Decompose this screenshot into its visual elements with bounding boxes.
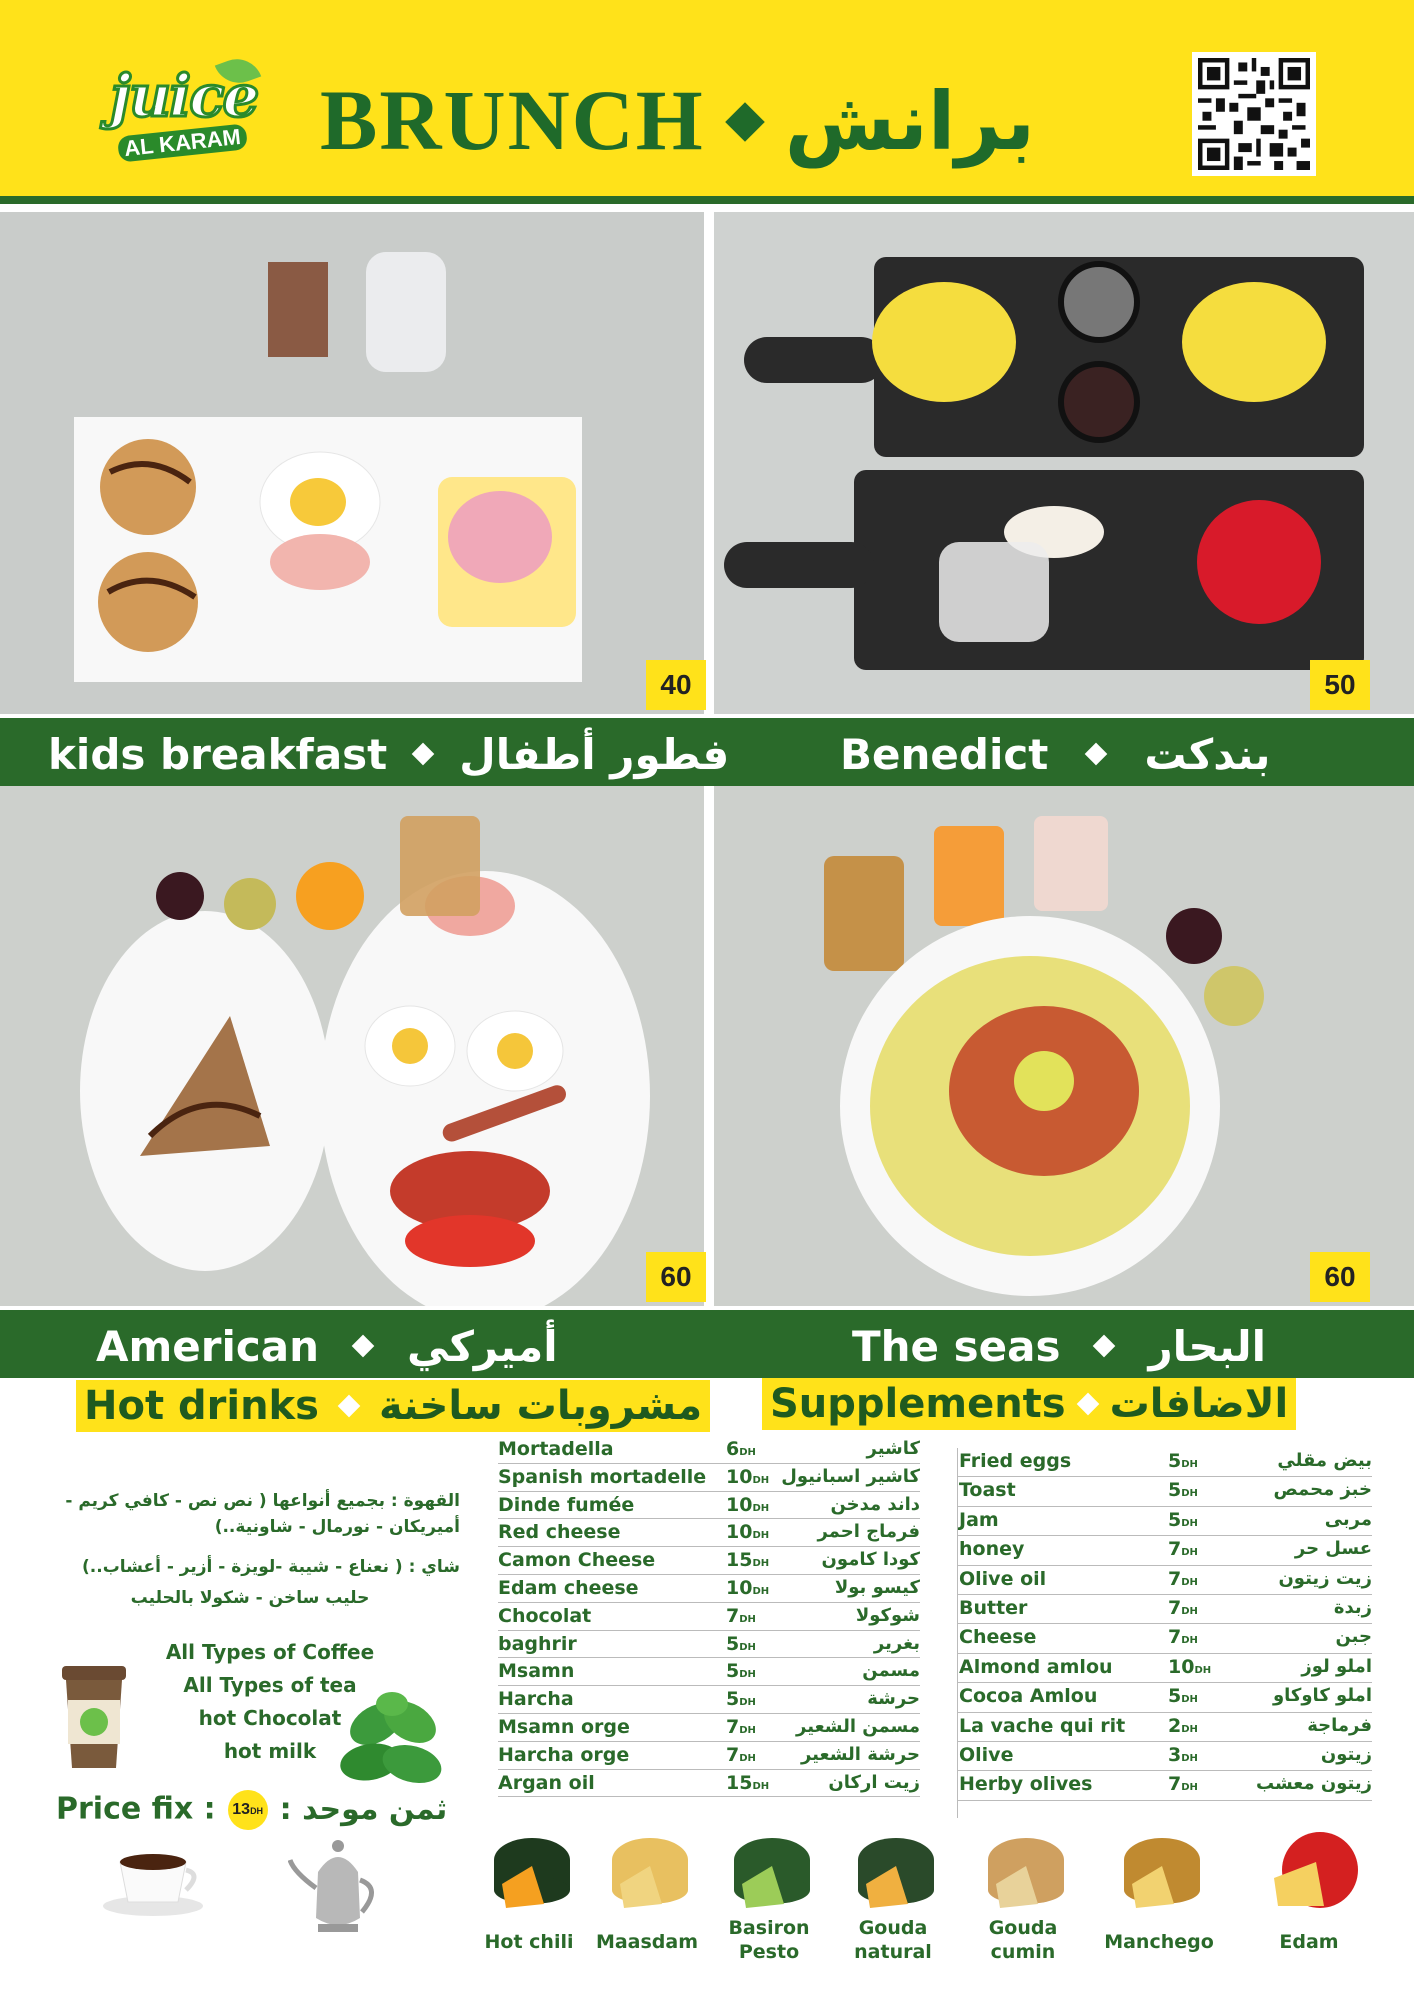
supplement-price-value: 5	[1168, 1508, 1182, 1531]
supplement-price-unit: DH	[1181, 1576, 1198, 1588]
diamond-icon	[1093, 1335, 1116, 1358]
supplement-row	[958, 1595, 1372, 1624]
supplement-price-value: 15	[726, 1771, 753, 1794]
coffee-cup-icon	[54, 1662, 134, 1772]
supplement-price-unit: DH	[739, 1697, 756, 1709]
cheese-label-line1: Gouda	[988, 1917, 1058, 1939]
supplement-price-unit: DH	[752, 1502, 770, 1514]
supplement-row	[498, 1603, 920, 1631]
header	[0, 0, 1414, 204]
supplement-price-unit: DH	[1194, 1664, 1212, 1676]
cheese-image	[1264, 1822, 1360, 1918]
supplement-price	[1168, 1450, 1198, 1472]
supplement-row	[498, 1575, 920, 1603]
price-fix	[56, 1790, 447, 1830]
supplement-row	[498, 1742, 920, 1770]
supplement-price-unit: DH	[1181, 1488, 1198, 1500]
dish-label-the-seas	[852, 1316, 1266, 1376]
supplement-price-unit: DH	[1181, 1517, 1198, 1529]
price-tag-kids-breakfast: 40	[646, 660, 706, 710]
supplement-price	[1168, 1538, 1198, 1560]
supplement-name-en: honey	[959, 1538, 1025, 1561]
supplement-name-en: Dinde fumée	[498, 1493, 635, 1516]
supplement-name-ar: كيسو بولا	[834, 1576, 920, 1598]
supplement-price-value: 7	[726, 1604, 740, 1627]
cheese-label-line2: cumin	[990, 1941, 1056, 1963]
supplement-row	[498, 1547, 920, 1575]
section-title-ar: الاضافات	[1109, 1381, 1289, 1427]
dish-label-benedict	[840, 724, 1270, 784]
supplement-price-unit: DH	[1181, 1635, 1198, 1647]
supplement-name-en: Herby olives	[959, 1773, 1093, 1796]
supplement-price	[1168, 1744, 1198, 1766]
teapot-icon	[288, 1832, 388, 1942]
supplement-price-value: 7	[1168, 1596, 1182, 1619]
section-title-hot-drinks	[76, 1380, 710, 1432]
dish-photo-american	[0, 786, 704, 1306]
supplement-price-value: 15	[726, 1549, 753, 1572]
supplement-price	[1168, 1479, 1198, 1501]
supplement-price-unit: DH	[1181, 1723, 1198, 1735]
section-title-en: Hot drinks	[84, 1383, 319, 1429]
supplement-name-ar: زيت اركان	[828, 1771, 920, 1793]
drink-item: All Types of Coffee	[165, 1640, 375, 1664]
supplement-name-en: Almond amlou	[959, 1655, 1113, 1678]
supplement-name-en: Msamn orge	[498, 1715, 630, 1738]
supplement-row	[958, 1448, 1372, 1477]
supplement-name-ar: عسل حر	[1294, 1538, 1372, 1560]
title-en: BRUNCH	[320, 72, 705, 168]
supplement-name-en: Mortadella	[498, 1438, 614, 1460]
supplement-name-ar: فرماجة	[1307, 1714, 1372, 1736]
cheese-item	[838, 1916, 948, 1964]
supplement-price	[1168, 1656, 1211, 1678]
diamond-icon	[725, 102, 765, 142]
diamond-icon	[1076, 1393, 1099, 1416]
supplement-name-ar: زيتون	[1320, 1743, 1372, 1765]
dish-name-en: kids breakfast	[48, 729, 388, 779]
supplement-price-value: 10	[726, 1576, 753, 1599]
dish-name-band-top	[0, 714, 1414, 786]
supplement-name-ar: حرشة	[867, 1688, 920, 1710]
dish-name-en: Benedict	[840, 729, 1049, 779]
supplement-name-en: Toast	[959, 1479, 1016, 1502]
supplement-price-value: 3	[1168, 1743, 1182, 1766]
supplement-price-value: 5	[1168, 1479, 1182, 1502]
supplement-name-ar: فرماج احمر	[817, 1521, 920, 1543]
supplement-name-en: Fried eggs	[959, 1450, 1072, 1472]
logo-text-karam: AL KARAM	[117, 123, 248, 162]
cheese-item	[968, 1916, 1078, 1964]
supplement-name-en: Camon Cheese	[498, 1549, 656, 1572]
supplement-name-en: baghrir	[498, 1632, 577, 1655]
cheese-item	[1254, 1930, 1364, 1954]
supplement-price-value: 6	[726, 1438, 740, 1460]
cheese-label-line1: Basiron	[728, 1917, 810, 1939]
supplement-name-ar: كودا كامون	[821, 1549, 920, 1571]
dish-name-ar: أميركي	[407, 1321, 558, 1371]
cheese-image	[848, 1822, 944, 1918]
supplement-price-unit: DH	[739, 1724, 756, 1736]
supplement-price-value: 7	[1168, 1773, 1182, 1796]
price-tag-the-seas: 60	[1310, 1252, 1370, 1302]
cheese-label-line1: Gouda	[858, 1917, 928, 1939]
supplement-name-ar: زيت زيتون	[1278, 1567, 1372, 1589]
supplement-price-value: 7	[726, 1743, 740, 1766]
supplement-price	[726, 1549, 769, 1571]
drink-item: All Types of tea	[183, 1673, 357, 1697]
supplement-name-en: La vache qui rit	[959, 1714, 1126, 1737]
supplement-name-ar: خبز محمص	[1273, 1479, 1372, 1501]
supplement-price-unit: DH	[752, 1530, 770, 1542]
supplement-price-unit: DH	[752, 1474, 770, 1486]
price-fix-label-en: Price fix :	[56, 1791, 216, 1827]
supplement-price-value: 5	[726, 1688, 740, 1711]
milk-description: حليب ساخن - شكولا بالحليب	[130, 1588, 370, 1608]
supplement-price	[1168, 1715, 1198, 1737]
cheese-label-line2: Pesto	[738, 1941, 800, 1963]
qr-code[interactable]	[1192, 52, 1316, 176]
dish-name-en: American	[96, 1321, 320, 1371]
diamond-icon	[338, 1395, 361, 1418]
page-title	[320, 70, 1140, 170]
section-title-en: Supplements	[770, 1381, 1066, 1427]
coffee-description: القهوة : بجميع أنواعها ( نص نص - كافي كريم - أميريكان - نورمال - شاونية..)	[65, 1491, 460, 1537]
supplement-name-ar: حرشة الشعير	[800, 1743, 920, 1765]
supplement-price-value: 5	[726, 1632, 740, 1655]
supplement-name-en: Harcha orge	[498, 1743, 630, 1766]
cheese-item	[592, 1930, 702, 1954]
supplement-row	[498, 1770, 920, 1798]
supplement-row	[498, 1464, 920, 1492]
supplement-name-ar: املو كاوكاو	[1272, 1685, 1372, 1707]
section-title-ar: مشروبات ساخنة	[378, 1383, 703, 1429]
cheese-label-line1: Manchego	[1104, 1931, 1214, 1953]
supplement-row	[498, 1658, 920, 1686]
dish-name-en: The seas	[852, 1321, 1061, 1371]
supplement-name-ar: مربى	[1324, 1508, 1372, 1530]
supplement-row	[958, 1566, 1372, 1595]
supplement-price-value: 10	[726, 1521, 753, 1544]
supplement-name-en: Olive	[959, 1743, 1014, 1766]
price-tag-benedict: 50	[1310, 660, 1370, 710]
cheese-image	[602, 1822, 698, 1918]
supplement-price	[1168, 1568, 1198, 1590]
supplement-price	[726, 1494, 769, 1516]
supplement-price	[726, 1438, 756, 1460]
supplement-row	[498, 1436, 920, 1464]
supplement-price	[726, 1688, 756, 1710]
supplement-row	[958, 1624, 1372, 1653]
supplement-row	[498, 1519, 920, 1547]
dish-label-american	[96, 1316, 558, 1376]
supplement-name-ar: املو لوز	[1301, 1655, 1372, 1677]
supplement-row	[958, 1654, 1372, 1683]
supplement-price-unit: DH	[1181, 1459, 1198, 1470]
supplement-row	[958, 1683, 1372, 1712]
supplement-price-value: 10	[1168, 1655, 1195, 1678]
coffee-cup-saucer-icon	[98, 1840, 208, 1920]
supplement-name-en: Spanish mortadelle	[498, 1465, 707, 1488]
supplement-name-ar: بيض مقلي	[1277, 1450, 1372, 1471]
cheese-item	[474, 1930, 584, 1954]
supplement-name-en: Red cheese	[498, 1521, 621, 1544]
supplement-row	[958, 1742, 1372, 1771]
supplement-name-ar: جبن	[1335, 1626, 1372, 1648]
cheese-image	[1114, 1822, 1210, 1918]
supplement-row	[958, 1713, 1372, 1742]
cheese-image	[978, 1822, 1074, 1918]
supplement-price-unit: DH	[739, 1669, 756, 1681]
supplement-row	[958, 1507, 1372, 1536]
supplement-price-unit: DH	[739, 1447, 756, 1458]
supplement-name-ar: زيتون معشب	[1255, 1773, 1372, 1795]
dish-name-ar: فطور أطفال	[459, 729, 730, 779]
supplement-price	[726, 1577, 769, 1599]
cheese-label-line1: Edam	[1279, 1931, 1339, 1953]
supplement-name-en: Butter	[959, 1596, 1028, 1619]
supplement-name-ar: كاشير اسبانيول	[781, 1465, 920, 1487]
supplement-name-en: Cheese	[959, 1626, 1037, 1649]
supplement-price	[726, 1466, 769, 1488]
brand-logo	[100, 62, 270, 162]
supplement-name-en: Edam cheese	[498, 1576, 639, 1599]
qr-code-icon	[1198, 58, 1310, 170]
supplement-row	[498, 1714, 920, 1742]
supplement-name-ar: مسمن	[862, 1660, 920, 1682]
supplement-row	[958, 1771, 1372, 1800]
supplement-price	[726, 1772, 769, 1794]
price-fix-unit: DH	[250, 1806, 264, 1816]
supplement-price	[1168, 1597, 1198, 1619]
dish-photo-kids-breakfast	[0, 212, 704, 714]
supplement-price-unit: DH	[739, 1613, 756, 1625]
logo-text-juice: juice	[110, 62, 258, 130]
supplement-name-ar: كاشير	[866, 1438, 920, 1459]
hot-drinks-panel	[40, 1488, 460, 1634]
supplement-name-en: Cocoa Amlou	[959, 1685, 1098, 1708]
supplement-name-en: Jam	[959, 1508, 999, 1531]
supplement-price-value: 7	[1168, 1567, 1182, 1590]
supplement-price-value: 10	[726, 1493, 753, 1516]
dish-name-ar: بندكت	[1144, 729, 1271, 779]
supplement-price-value: 7	[726, 1715, 740, 1738]
supplement-row	[498, 1631, 920, 1659]
supplement-price-unit: DH	[1181, 1547, 1198, 1559]
supplement-name-ar: زبدة	[1333, 1596, 1372, 1618]
supplement-row	[958, 1477, 1372, 1506]
supplement-price-value: 5	[1168, 1685, 1182, 1708]
supplement-name-en: Harcha	[498, 1688, 574, 1711]
cheese-label-line1: Hot chili	[484, 1931, 574, 1953]
supplements-list-right	[958, 1448, 1372, 1801]
price-fix-label-ar: ثمن موحد :	[279, 1791, 448, 1827]
dish-name-ar: البحار	[1148, 1321, 1267, 1371]
diamond-icon	[352, 1335, 375, 1358]
price-tag-american: 60	[646, 1252, 706, 1302]
supplement-price-value: 10	[726, 1465, 753, 1488]
dish-photo-benedict	[714, 212, 1414, 714]
supplement-name-en: Olive oil	[959, 1567, 1047, 1590]
supplement-price-value: 2	[1168, 1714, 1182, 1737]
price-fix-value: 13	[232, 1801, 251, 1818]
diamond-icon	[1085, 743, 1108, 766]
mint-leaves-icon	[336, 1684, 448, 1794]
section-title-supplements	[762, 1378, 1296, 1430]
supplement-name-en: Argan oil	[498, 1771, 595, 1794]
supplement-price-value: 5	[726, 1660, 740, 1683]
cheese-label-line2: natural	[854, 1941, 932, 1963]
dish-name-band-bottom	[0, 1306, 1414, 1378]
supplement-price-value: 7	[1168, 1626, 1182, 1649]
price-fix-badge	[228, 1790, 268, 1830]
dish-photo-the-seas	[714, 786, 1414, 1306]
cheese-image	[484, 1822, 580, 1918]
supplement-price	[726, 1605, 756, 1627]
supplement-price	[726, 1521, 769, 1543]
supplement-price	[726, 1744, 756, 1766]
supplement-price	[1168, 1773, 1198, 1795]
dish-label-kids-breakfast	[48, 724, 729, 784]
supplement-price	[726, 1633, 756, 1655]
supplement-row	[498, 1492, 920, 1520]
supplement-price-unit: DH	[752, 1780, 770, 1792]
supplement-price	[1168, 1509, 1198, 1531]
cheese-label-line1: Maasdam	[595, 1931, 699, 1953]
cheese-image	[724, 1822, 820, 1918]
supplement-price-unit: DH	[752, 1585, 770, 1597]
supplement-price-value: 7	[1168, 1538, 1182, 1561]
diamond-icon	[412, 743, 435, 766]
supplement-price	[726, 1660, 756, 1682]
supplement-price	[1168, 1685, 1198, 1707]
supplement-price-unit: DH	[1181, 1694, 1198, 1706]
supplement-price-unit: DH	[1181, 1605, 1198, 1617]
supplement-row	[958, 1536, 1372, 1565]
supplement-name-ar: مسمن الشعير	[796, 1715, 920, 1737]
supplement-price-unit: DH	[752, 1558, 770, 1570]
supplement-price	[726, 1716, 756, 1738]
cheese-item	[1104, 1930, 1214, 1954]
supplement-name-en: Msamn	[498, 1660, 575, 1683]
supplement-name-ar: بغرير	[873, 1632, 920, 1654]
supplement-price-unit: DH	[739, 1641, 756, 1653]
supplement-price-value: 5	[1168, 1450, 1182, 1472]
supplement-price-unit: DH	[739, 1752, 756, 1764]
drink-item: hot Chocolat	[198, 1706, 342, 1730]
supplement-price	[1168, 1626, 1198, 1648]
cheese-item	[714, 1916, 824, 1964]
supplement-name-en: Chocolat	[498, 1604, 592, 1627]
supplements-list-left	[498, 1436, 920, 1797]
supplement-name-ar: داند مدخن	[830, 1493, 920, 1515]
title-ar: برانش	[784, 75, 1036, 168]
supplement-name-ar: شوكولا	[855, 1604, 920, 1626]
supplement-price-unit: DH	[1181, 1752, 1198, 1764]
drink-item: hot milk	[223, 1739, 317, 1763]
tea-description: شاي : ( نعناع - شيبة -لويزة - أزير - أعشاب..)	[82, 1557, 460, 1577]
supplement-price-unit: DH	[1181, 1782, 1198, 1794]
supplement-row	[498, 1686, 920, 1714]
